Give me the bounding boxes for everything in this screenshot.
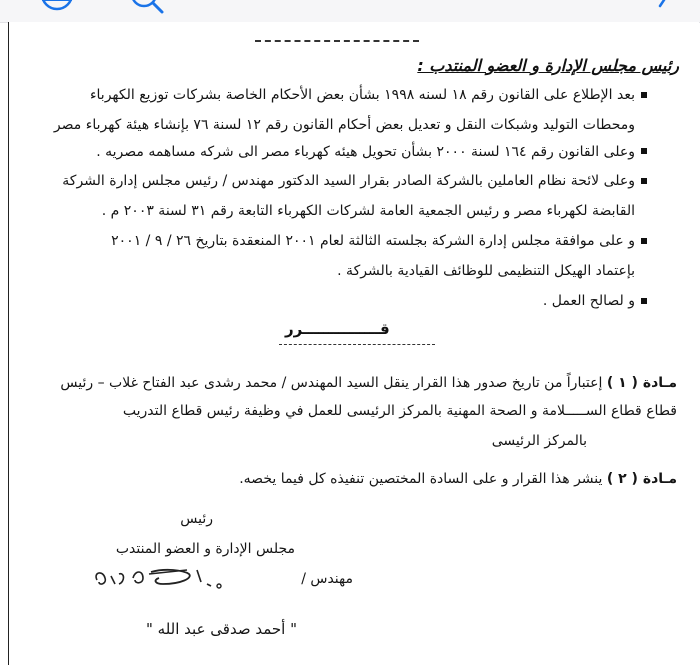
article-1-text: إعتباراً من تاريخ صدور هذا القرار ينقل السيد المهندس / محمد رشدى عبد الفتاح غلاب – رئيس [60,375,603,391]
bullet [641,238,647,244]
article-2-label: مـادة ( ٢ ) [606,471,677,487]
bullet [641,178,647,184]
preamble-line: وعلى القانون رقم ١٦٤ لسنة ٢٠٠٠ بشأن تحويل هيئه كهرباء مصر الى شركه مساهمه مصريه . [96,144,635,160]
signature-engineer-label: مهندس / [301,571,353,587]
preamble-line: وعلى لائحة نظام العاملين بالشركة الصادر بقرار السيد الدكتور مهندس / رئيس مجلس إدارة الشركة [62,173,635,189]
globe-icon[interactable] [38,0,76,16]
preamble-line: القابضة لكهرباء مصر و رئيس الجمعية العامة لشركات الكهرباء التابعة رقم ٣١ لسنة ٢٠٠٣ م . [101,203,635,219]
handwritten-signature [89,558,249,594]
preamble-line: ومحطات التوليد وشبكات النقل و تعديل بعض أحكام القانون رقم ١٢ لسنة ٧٦ بإنشاء هيئة كهرباء مصر [53,117,635,133]
signature-name: " أحمد صدقى عبد الله " [145,620,297,638]
article-1-line-2: قطاع قطاع الســـــلامة و الصحة المهنية بالمركز الرئيسى للعمل في وظيفة رئيس قطاع التدريب [122,403,677,419]
bullet [641,92,647,98]
article-1-line-1 [60,374,677,392]
decision-dashed-rule [279,344,435,345]
signature-title: رئيس [180,511,213,527]
top-dashed-rule [255,40,419,42]
bullet [641,148,647,154]
document-page [8,22,699,665]
preamble-line: بعد الإطلاع على القانون رقم ١٨ لسنه ١٩٩٨ بشأن بعض الأحكام الخاصة بشركات توزيع الكهرباء [89,87,635,103]
preamble-line: بإعتماد الهيكل التنظيمى للوظائف القيادية بالشركة . [337,263,635,279]
search-icon[interactable] [128,0,168,18]
decision-title: قـــــــــــــــرر [285,320,390,338]
bullet [641,298,647,304]
signature-board: مجلس الإدارة و العضو المنتدب [115,541,295,557]
viewer-toolbar [0,0,700,23]
edit-icon[interactable] [654,0,678,16]
article-1-line-3: بالمركز الرئيسى [491,433,587,449]
article-2-text: ينشر هذا القرار و على السادة المختصين تنفيذه كل فيما يخصه. [239,471,603,487]
preamble-line: و على موافقة مجلس إدارة الشركة بجلسته الثالثة لعام ٢٠٠١ المنعقدة بتاريخ ٢٦ / ٩ / ٢٠٠١ [111,233,635,249]
document-heading: رئيس مجلس الإدارة و العضو المنتدب : [417,56,679,75]
article-2 [239,470,677,488]
preamble-line: و لصالح العمل . [542,293,635,309]
article-1-label: مـادة ( ١ ) [606,375,677,391]
